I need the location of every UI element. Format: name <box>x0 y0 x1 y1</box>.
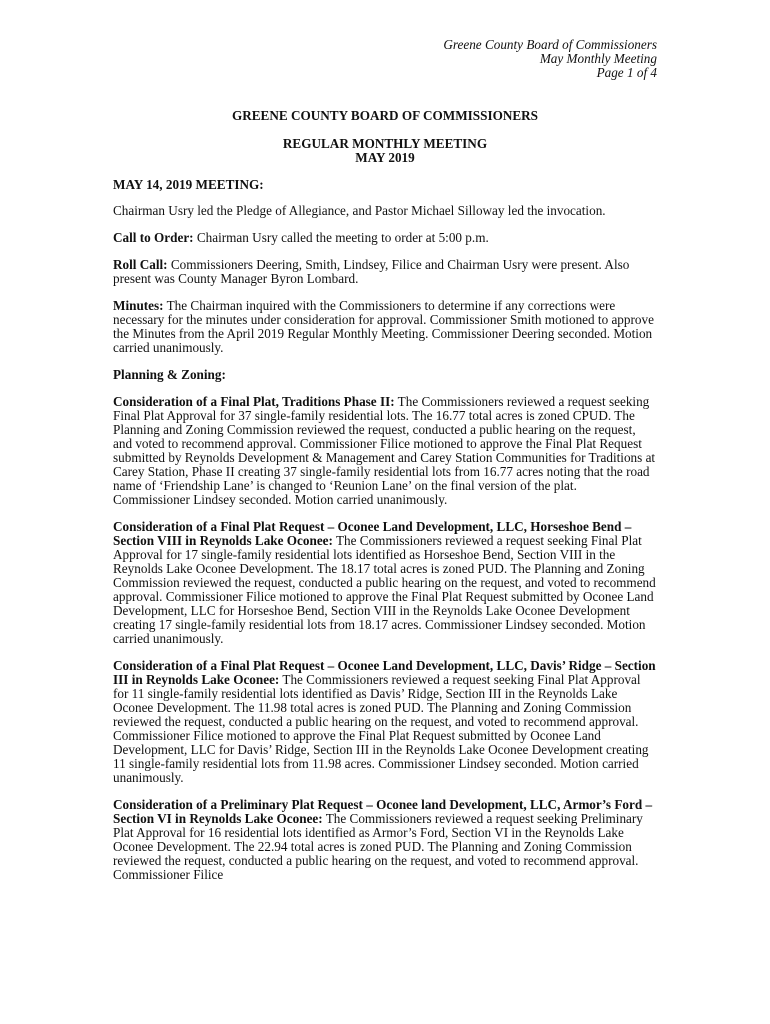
pledge-text: Chairman Usry led the Pledge of Allegiance, and Pastor Michael Silloway led the invocation. <box>113 203 606 218</box>
minutes-label: Minutes: <box>113 298 164 313</box>
armors-ford-paragraph <box>113 798 657 882</box>
davis-ridge-text: The Commissioners reviewed a request seeking Final Plat Approval for 11 single-family residential lots identified as Davis’ Ridge, Section III in the Reynolds Lake Oconee Development. The 11.98 total acres is zoned PUD. The Planning and Zoning Commission reviewed the request, conducted a public hearing on the request, and voted to recommend approval. Commissioner Filice motioned to approve the Final Plat Request submitted by Oconee Land Development, LLC for Davis’ Ridge, Section III in the Reynolds Lake Oconee Development creating 11 single-family residential lots from 11.98 acres. Commissioner Lindsey seconded. Motion carried unanimously. <box>113 672 649 785</box>
meeting-date: MAY 14, 2019 MEETING: <box>113 177 264 192</box>
call-to-order-paragraph <box>113 231 657 245</box>
planning-zoning-heading: Planning & Zoning: <box>113 367 226 382</box>
roll-call-text: Commissioners Deering, Smith, Lindsey, Filice and Chairman Usry were present. Also present was County Manager Byron Lombard. <box>113 257 630 286</box>
armors-ford-label: Consideration of a Preliminary Plat Request – Oconee land Development, LLC, Armor’s Ford – Section VI in Reynolds Lake Oconee: <box>113 797 653 826</box>
call-to-order-text: Chairman Usry called the meeting to order at 5:00 p.m. <box>193 230 489 245</box>
horseshoe-bend-label: Consideration of a Final Plat Request – Oconee Land Development, LLC, Horseshoe Bend – Section VIII in Reynolds Lake Oconee: <box>113 519 632 548</box>
traditions-text: The Commissioners reviewed a request seeking Final Plat Approval for 37 single-family residential lots. The 16.77 total acres is zoned CPUD. The Planning and Zoning Commission reviewed the request, conducted a public hearing on the request, and voted to recommend approval. Commissioner Filice motioned to approve the Final Plat Request submitted by Reynolds Development & Management and Carey Station Communities for Traditions at Carey Station, Phase II creating 37 single-family residential lots from 16.77 acres noting that the road name of ‘Friendship Lane’ is changed to ‘Reunion Lane’ on the final version of the plat. Commissioner Lindsey seconded. Motion carried unanimously. <box>113 394 656 507</box>
header-page-number: Page 1 of 4 <box>596 65 657 80</box>
title-meeting: REGULAR MONTHLY MEETING <box>282 136 488 151</box>
minutes-paragraph <box>113 299 657 355</box>
running-header <box>113 38 657 80</box>
call-to-order-label: Call to Order: <box>113 230 194 245</box>
title-month: MAY 2019 <box>355 150 415 165</box>
title-board: GREENE COUNTY BOARD OF COMMISSIONERS <box>231 108 539 123</box>
davis-ridge-label: Consideration of a Final Plat Request – Oconee Land Development, LLC, Davis’ Ridge – Section III in Reynolds Lake Oconee: <box>113 658 656 687</box>
davis-ridge-paragraph <box>113 659 657 785</box>
pledge-paragraph <box>113 204 657 218</box>
traditions-paragraph <box>113 395 657 507</box>
document-title <box>113 109 657 165</box>
header-meeting: May Monthly Meeting <box>539 51 657 66</box>
traditions-label: Consideration of a Final Plat, Traditions Phase II: <box>113 394 395 409</box>
minutes-text: The Chairman inquired with the Commissioners to determine if any corrections were necessary for the minutes under consideration for approval. Commissioner Smith motioned to approve the Minutes from the April 2019 Regular Monthly Meeting. Commissioner Deering seconded. Motion carried unanimously. <box>113 298 654 355</box>
roll-call-paragraph <box>113 258 657 286</box>
header-org: Greene County Board of Commissioners <box>443 37 657 52</box>
roll-call-label: Roll Call: <box>113 257 168 272</box>
horseshoe-bend-text: The Commissioners reviewed a request seeking Final Plat Approval for 17 single-family residential lots identified as Horseshoe Bend, Section VIII in the Reynolds Lake Oconee Development. The 18.17 total acres is zoned PUD. The Planning and Zoning Commission reviewed the request, conducted a public hearing on the request, and voted to recommend approval. Commissioner Filice motioned to approve the Final Plat Request submitted by Oconee Land Development, LLC for Horseshoe Bend, Section VIII in the Reynolds Lake Oconee Development creating 17 single-family residential lots from 18.17 acres. Commissioner Lindsey seconded. Motion carried unanimously. <box>113 533 656 646</box>
horseshoe-bend-paragraph <box>113 520 657 646</box>
armors-ford-text: The Commissioners reviewed a request seeking Preliminary Plat Approval for 16 residential lots identified as Armor’s Ford, Section VI in the Reynolds Lake Oconee Development. The 22.94 total acres is zoned PUD. The Planning and Zoning Commission reviewed the request, conducted a public hearing on the request, and voted to recommend approval. Commissioner Filice <box>113 811 643 882</box>
